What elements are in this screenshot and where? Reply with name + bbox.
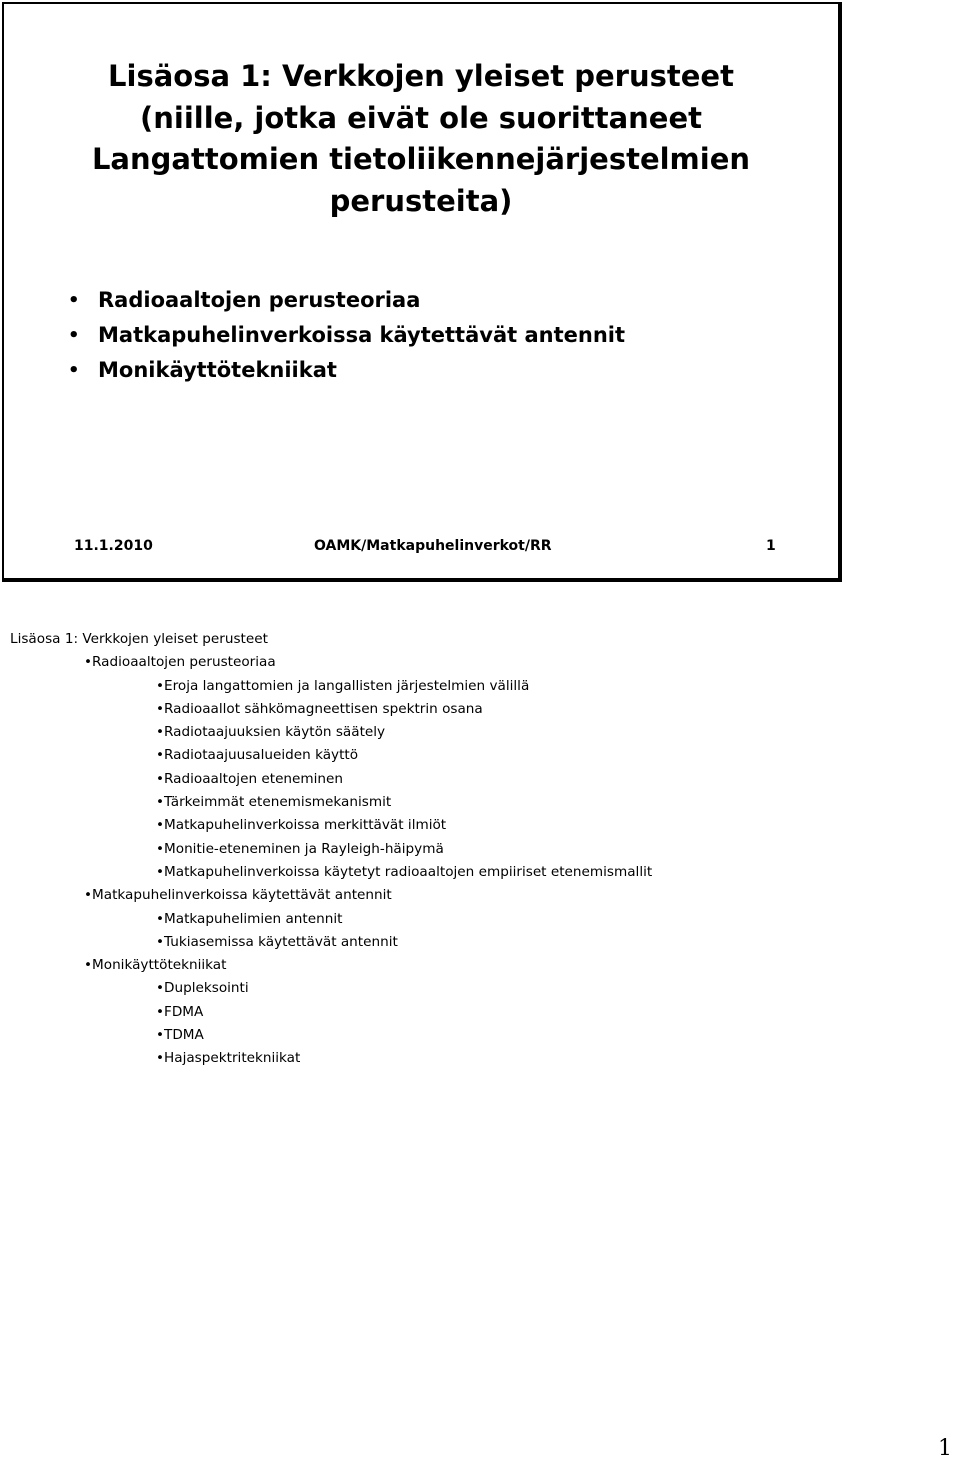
notes-heading: Lisäosa 1: Verkkojen yleiset perusteet xyxy=(10,631,268,647)
notes-item: •FDMA xyxy=(156,1003,204,1020)
bullet-icon: • xyxy=(68,290,80,311)
slide-frame xyxy=(2,2,842,582)
notes-item: •Eroja langattomien ja langallisten järjestelmien välillä xyxy=(156,677,530,694)
notes-item: •TDMA xyxy=(156,1027,204,1044)
slide-footer xyxy=(4,538,838,560)
page-number: 1 xyxy=(938,1436,952,1461)
slide-title-line: (niille, jotka eivät ole suorittaneet xyxy=(139,100,702,135)
notes-item: •Radioaallot sähkömagneettisen spektrin osana xyxy=(156,700,483,717)
slide-bullet-text: Radioaaltojen perusteoriaa xyxy=(98,288,421,312)
notes-item: •Matkapuhelinverkoissa käytettävät antennit xyxy=(84,887,392,904)
notes-item: •Radiotaajuusalueiden käyttö xyxy=(156,747,359,764)
notes-item: •Matkapuhelinverkoissa käytetyt radioaaltojen empiiriset etenemismallit xyxy=(156,863,653,880)
notes-item: •Tukiasemissa käytettävät antennit xyxy=(156,933,398,950)
notes-item: •Radioaaltojen perusteoriaa xyxy=(84,654,276,671)
speaker-notes xyxy=(10,628,652,1071)
notes-item: •Monikäyttötekniikat xyxy=(84,957,227,974)
notes-item: •Radiotaajuuksien käytön säätely xyxy=(156,724,386,741)
notes-item: •Matkapuhelinverkoissa merkittävät ilmiöt xyxy=(156,817,447,834)
notes-item: •Monitie-eteneminen ja Rayleigh-häipymä xyxy=(156,840,444,857)
slide-title-line: perusteita) xyxy=(329,183,513,218)
notes-item: •Dupleksointi xyxy=(156,980,249,997)
slide-title-line: Lisäosa 1: Verkkojen yleiset perusteet xyxy=(108,59,734,93)
slide-title xyxy=(4,56,838,222)
bullet-icon: • xyxy=(68,325,80,346)
slide-title-line: Langattomien tietoliikennejärjestelmien xyxy=(91,142,751,176)
slide-bullet-text: Monikäyttötekniikat xyxy=(98,358,337,382)
footer-date: 11.1.2010 xyxy=(74,538,153,554)
slide-bullet-item xyxy=(68,318,625,353)
notes-item: •Matkapuhelimien antennit xyxy=(156,910,343,927)
notes-item: •Radioaaltojen eteneminen xyxy=(156,770,344,787)
notes-item: •Hajaspektritekniikat xyxy=(156,1050,301,1067)
slide-bullet-item xyxy=(68,283,625,318)
bullet-icon: • xyxy=(68,360,80,381)
footer-slide-number: 1 xyxy=(766,538,776,554)
footer-course: OAMK/Matkapuhelinverkot/RR xyxy=(314,538,552,554)
notes-item: •Tärkeimmät etenemismekanismit xyxy=(156,794,392,811)
slide-bullet-item xyxy=(68,353,625,388)
slide-bullet-text: Matkapuhelinverkoissa käytettävät antennit xyxy=(98,323,626,347)
slide-bullet-list xyxy=(68,283,625,388)
